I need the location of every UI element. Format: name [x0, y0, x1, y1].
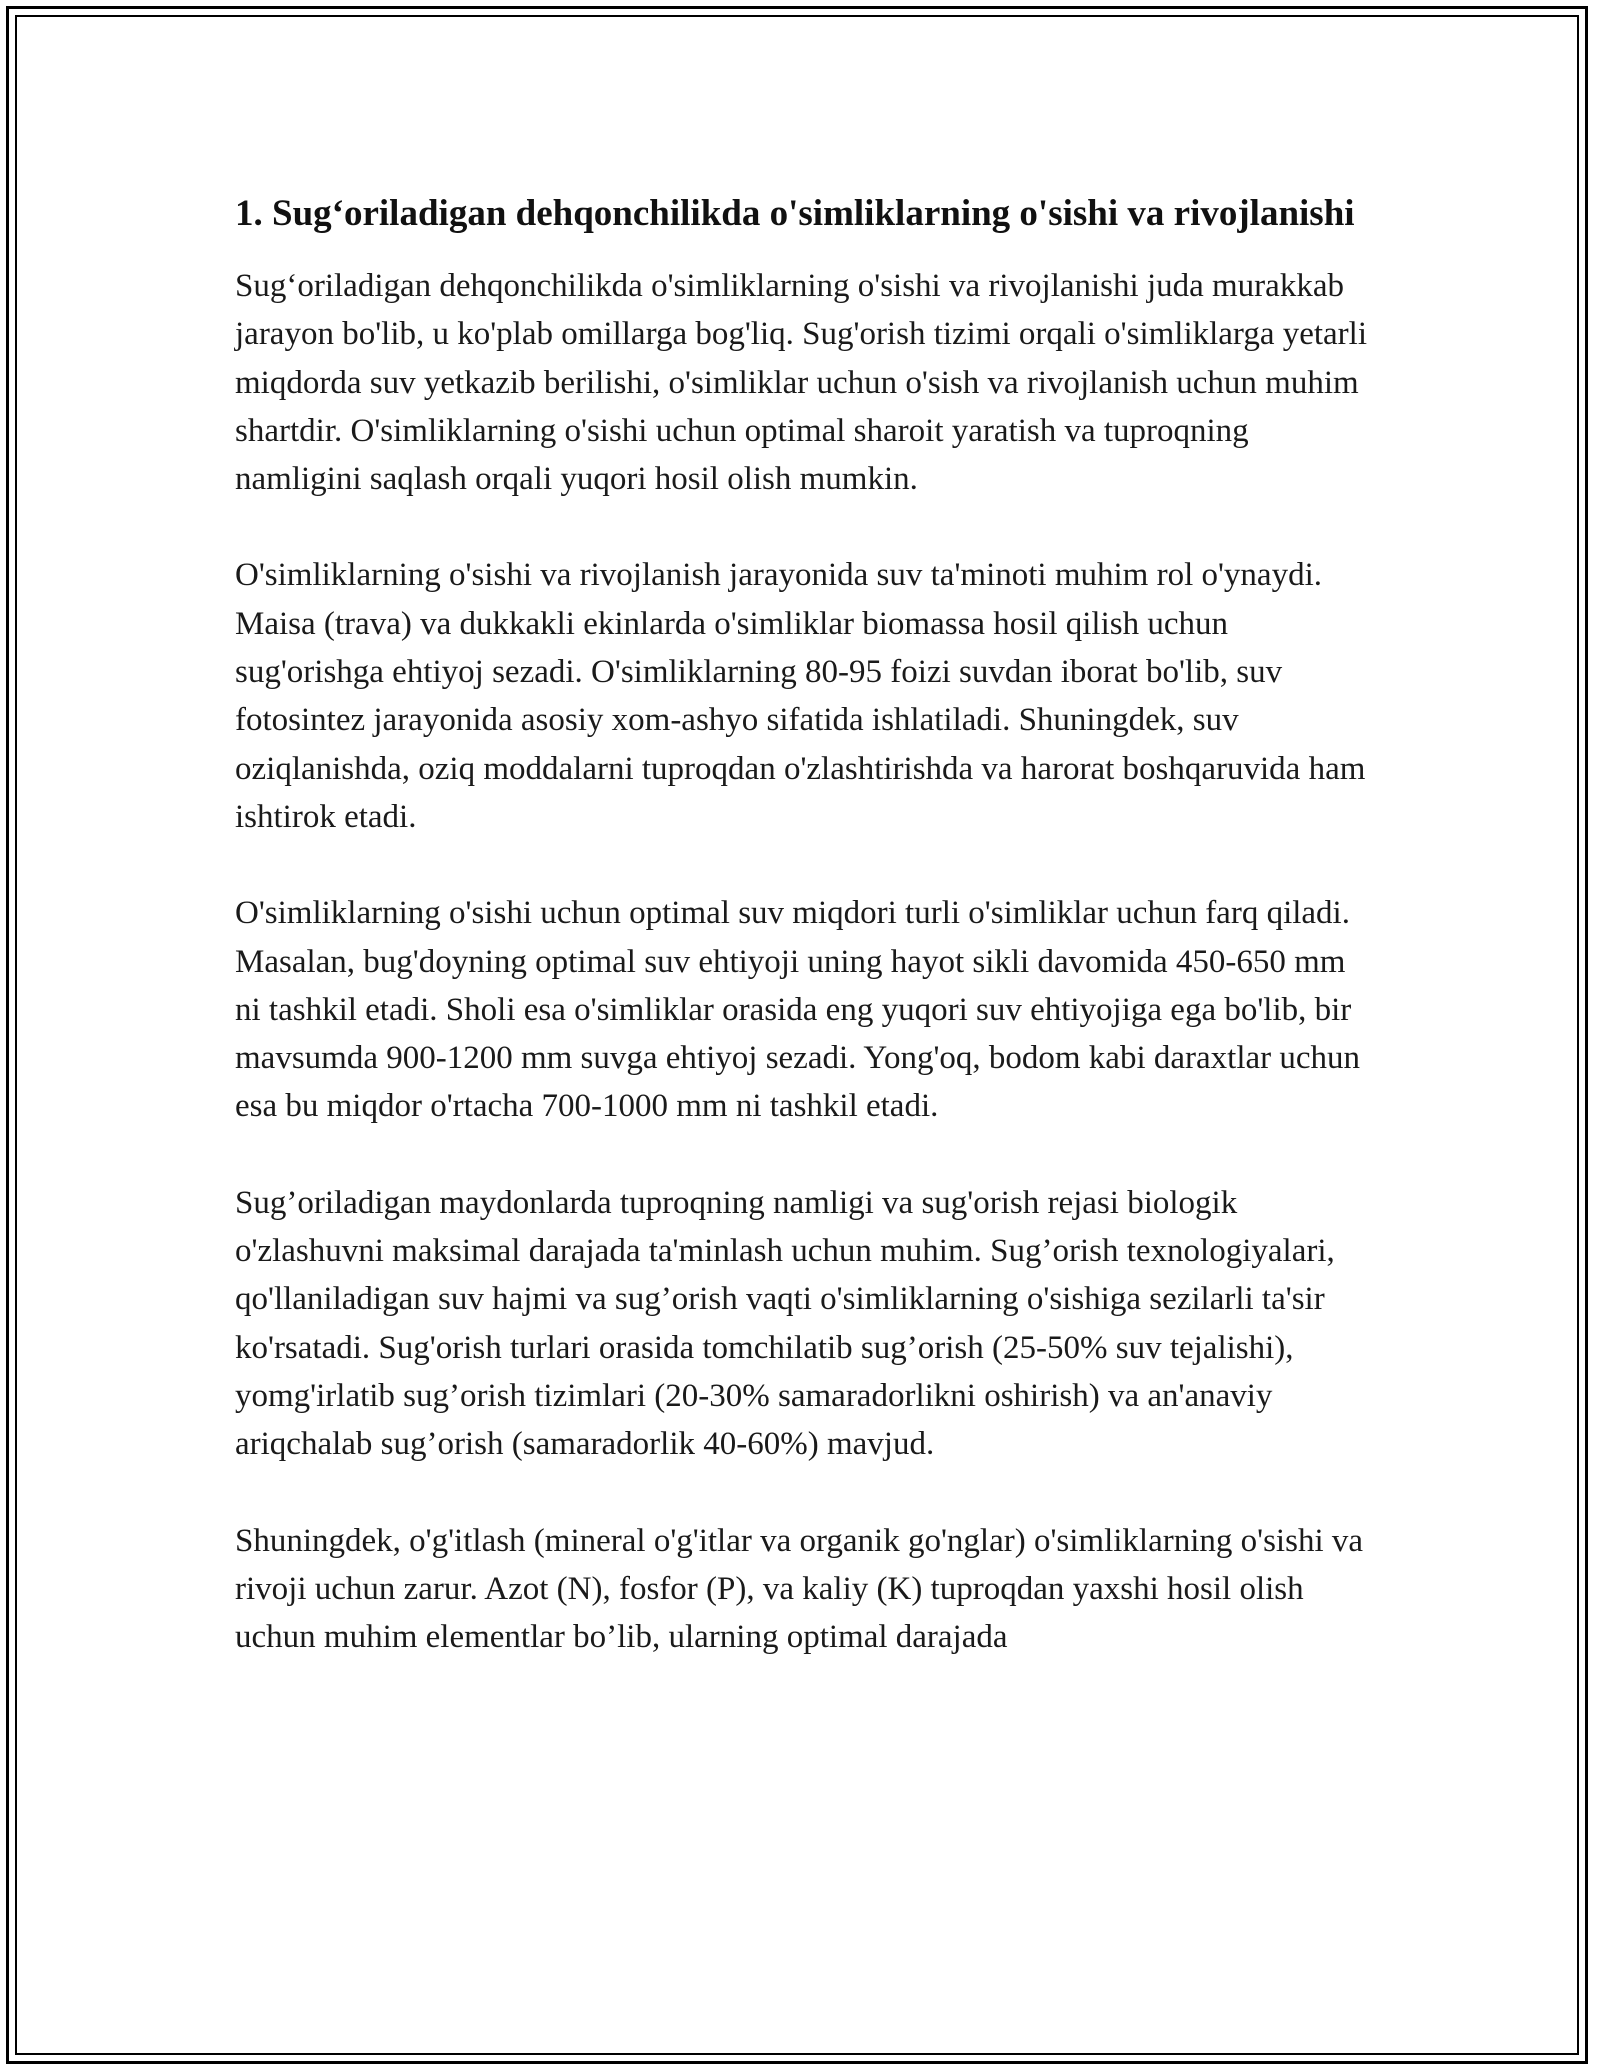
document-body [235, 186, 1375, 1709]
paragraph-5: Shuningdek, o'g'itlash (mineral o'g'itlar va organik go'nglar) o'simliklarning o'sishi va rivoji uchun zarur. Azot (N), fosfor (P), va kaliy (K) tuproqdan yaxshi hosil olish uchun muhim elementlar bo’lib, ularning optimal darajada [235, 1522, 1364, 1656]
paragraph-4: Sug’oriladigan maydonlarda tuproqning namligi va sug'orish rejasi biologik o'zlashuvni maksimal darajada ta'minlash uchun muhim. Sug’orish texnologiyalari, qo'llaniladigan suv hajmi va sug’orish vaqti o'simliklarning o'sishiga sezilarli ta'sir ko'rsatadi. Sug'orish turlari orasida tomchilatib sug’orish (25-50% suv tejalishi), yomg'irlatib sug’orish tizimlari (20-30% samaradorlikni oshirish) va an'anaviy ariqchalab sug’orish (samaradorlik 40-60%) mavjud. [235, 1184, 1335, 1463]
section-heading: 1. Sug‘oriladigan dehqonchilikda o'simliklarning o'sishi va rivojlanishi [235, 193, 1355, 234]
paragraph-3: O'simliklarning o'sishi uchun optimal suv miqdori turli o'simliklar uchun farq qiladi. Masalan, bug'doyning optimal suv ehtiyoji uning hayot sikli davomida 450-650 mm ni tashkil etadi. Sholi esa o'simliklar orasida eng yuqori suv ehtiyojiga ega bo'lib, bir mavsumda 900-1200 mm suvga ehtiyoj sezadi. Yong'oq, bodom kabi daraxtlar uchun esa bu miqdor o'rtacha 700-1000 mm ni tashkil etadi. [235, 895, 1361, 1125]
paragraph-1: Sug‘oriladigan dehqonchilikda o'simliklarning o'sishi va rivojlanishi juda murakkab jarayon bo'lib, u ko'plab omillarga bog'liq. Sug'orish tizimi orqali o'simliklarga yetarli miqdorda suv yetkazib berilishi, o'simliklar uchun o'sish va rivojlanish uchun muhim shartdir. O'simliklarning o'sishi uchun optimal sharoit yaratish va tuproqning namligini saqlash orqali yuqori hosil olish mumkin. [235, 268, 1368, 498]
paragraph-2: O'simliklarning o'sishi va rivojlanish jarayonida suv ta'minoti muhim rol o'ynaydi. Maisa (trava) va dukkakli ekinlarda o'simliklar biomassa hosil qilish uchun sug'orishga ehtiyoj sezadi. O'simliklarning 80-95 foizi suvdan iborat bo'lib, suv fotosintez jarayonida asosiy xom-ashyo sifatida ishlatiladi. Shuningdek, suv oziqlanishda, oziq moddalarni tuproqdan o'zlashtirishda va harorat boshqaruvida ham ishtirok etadi. [235, 557, 1366, 835]
